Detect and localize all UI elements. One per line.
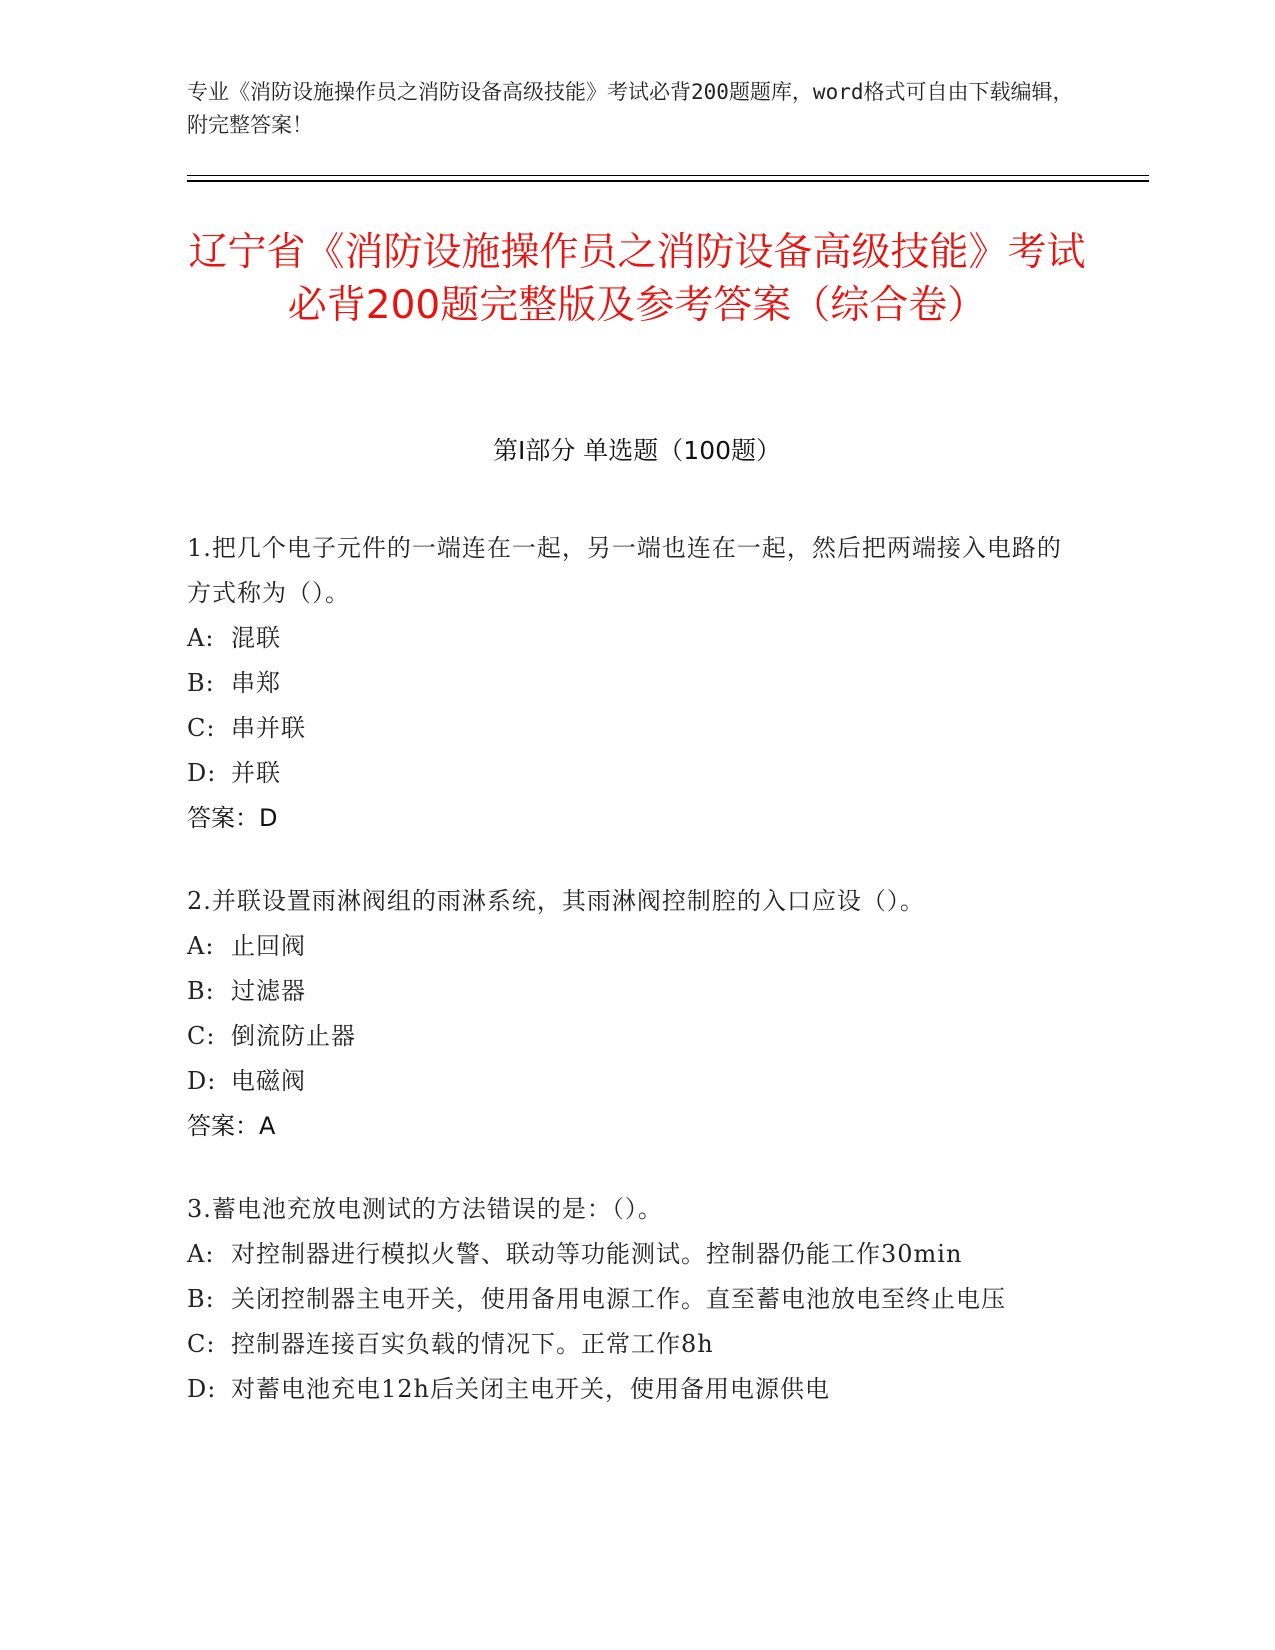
header-rule-thin <box>187 175 1149 176</box>
option-text: 对蓄电池充电12h后关闭主电开关，使用备用电源供电 <box>231 1375 830 1403</box>
question-text: 1.把几个电子元件的一端连在一起，另一端也连在一起，然后把两端接入电路的方式称为（）。 <box>187 534 1062 607</box>
option-text: 电磁阀 <box>231 1067 306 1095</box>
question-list <box>187 526 1077 1450</box>
question-3 <box>187 1187 1077 1412</box>
option-text: 混联 <box>231 624 281 652</box>
question-2 <box>187 879 1077 1149</box>
option-a <box>187 924 1077 969</box>
option-b <box>187 1277 1077 1322</box>
option-label: D: <box>187 1375 217 1403</box>
option-text: 串郑 <box>231 669 281 697</box>
option-text: 并联 <box>231 759 281 787</box>
option-label: D: <box>187 1067 217 1095</box>
header-rule-thick <box>187 180 1149 182</box>
option-text: 控制器连接百实负载的情况下。正常工作8h <box>231 1330 714 1358</box>
question-text: 3.蓄电池充放电测试的方法错误的是：（）。 <box>187 1195 663 1223</box>
option-text: 串并联 <box>231 714 306 742</box>
option-label: A: <box>187 932 215 960</box>
option-a <box>187 616 1077 661</box>
option-b <box>187 969 1077 1014</box>
answer-line: 答案：A <box>187 1112 276 1140</box>
option-d <box>187 751 1077 796</box>
option-text: 过滤器 <box>231 977 306 1005</box>
option-text: 止回阀 <box>231 932 306 960</box>
option-label: B: <box>187 977 215 1005</box>
section-heading: 第I部分 单选题（100题） <box>492 436 782 465</box>
option-text: 对控制器进行模拟火警、联动等功能测试。控制器仍能工作30min <box>231 1240 963 1268</box>
option-text: 关闭控制器主电开关，使用备用电源工作。直至蓄电池放电至终止电压 <box>231 1285 1006 1313</box>
option-label: B: <box>187 1285 215 1313</box>
question-1 <box>187 526 1077 841</box>
option-d <box>187 1367 1077 1412</box>
option-label: C: <box>187 1330 216 1358</box>
option-c <box>187 1322 1077 1367</box>
option-label: A: <box>187 1240 215 1268</box>
option-c <box>187 706 1077 751</box>
option-b <box>187 661 1077 706</box>
document-title: 辽宁省《消防设施操作员之消防设备高级技能》考试必背200题完整版及参考答案（综合卷） <box>188 230 1086 328</box>
option-label: B: <box>187 669 215 697</box>
header-note: 专业《消防设施操作员之消防设备高级技能》考试必背200题题库，word格式可自由下载编辑，附完整答案！ <box>187 80 1074 137</box>
option-label: D: <box>187 759 217 787</box>
option-label: A: <box>187 624 215 652</box>
option-d <box>187 1059 1077 1104</box>
option-label: C: <box>187 1022 216 1050</box>
option-c <box>187 1014 1077 1059</box>
option-a <box>187 1232 1077 1277</box>
answer-line: 答案：D <box>187 804 278 832</box>
question-text: 2.并联设置雨淋阀组的雨淋系统，其雨淋阀控制腔的入口应设（）。 <box>187 887 925 915</box>
option-label: C: <box>187 714 216 742</box>
option-text: 倒流防止器 <box>231 1022 356 1050</box>
